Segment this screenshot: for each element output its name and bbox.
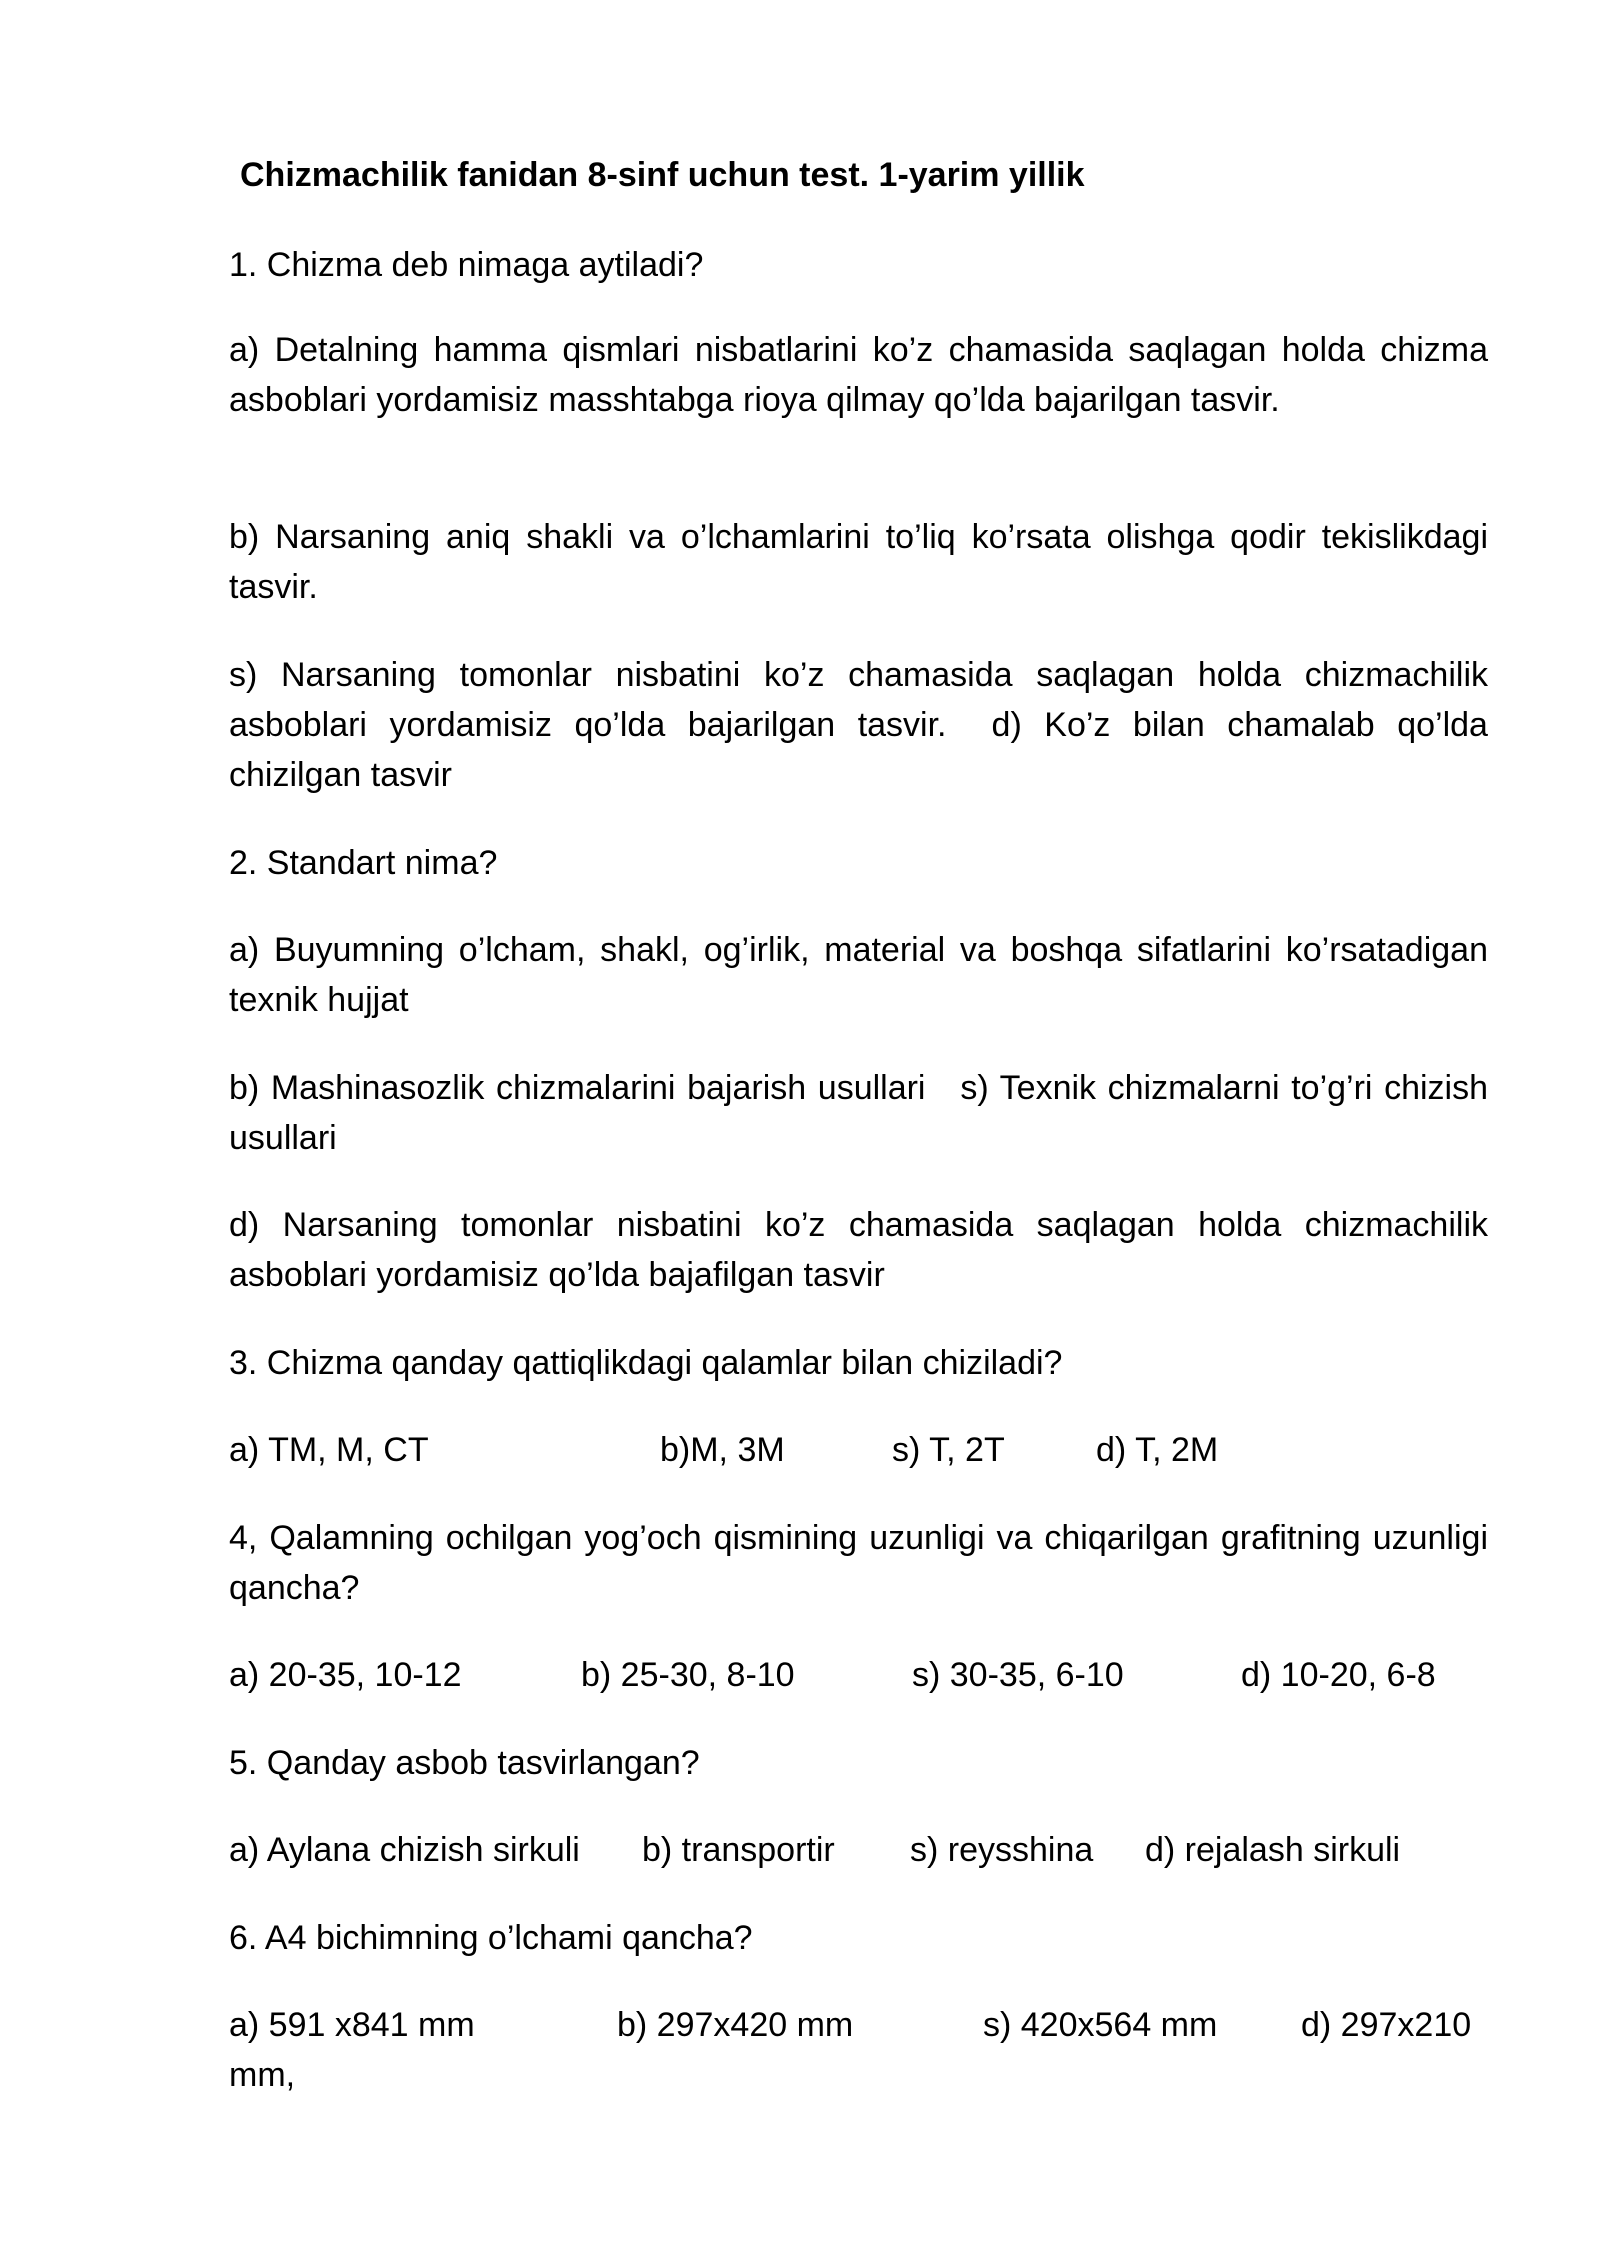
question-3-option-a: a) TM, M, CT: [229, 1431, 429, 1469]
question-4: 4, Qalamning ochilgan yog’och qismining uzunligi va chiqarilgan grafitning uzunligi qancha?: [229, 1519, 1488, 1607]
question-6-options: [229, 2000, 1488, 2094]
question-2-options-b-s: [229, 1063, 1488, 1163]
question-4-option-a: a) 20-35, 10-12: [229, 1656, 462, 1694]
question-5-option-s: s) reysshina: [910, 1831, 1094, 1869]
question-6-option-s: s) 420x564 mm: [983, 2006, 1218, 2044]
question-2: 2. Standart nima?: [229, 844, 498, 882]
question-2-option-s: s) Texnik chizmalarni to’g’ri chizish usullari: [229, 1069, 1488, 1157]
question-6-option-d-line-1: d) 297x210: [1301, 2006, 1472, 2044]
question-3-option-s: s) T, 2T: [892, 1431, 1005, 1469]
question-1-option-d: d) Ko’z bilan chamalab qo’lda chizilgan tasvir: [229, 706, 1488, 794]
question-1: 1. Chizma deb nimaga aytiladi?: [229, 246, 704, 284]
question-3-options: [229, 1425, 1488, 1475]
question-5: 5. Qanday asbob tasvirlangan?: [229, 1744, 700, 1782]
question-1-option-s: s) Narsaning tomonlar nisbatini ko’z chamasida saqlagan holda chizmachilik asboblari yordamisiz qo’lda bajarilgan tasvir.: [229, 656, 1488, 744]
question-6-option-d-line-2: mm,: [229, 2056, 296, 2094]
question-5-option-d: d) rejalash sirkuli: [1145, 1831, 1401, 1869]
question-2-option-b: b) Mashinasozlik chizmalarini bajarish usullari: [229, 1069, 926, 1107]
question-3-option-d: d) T, 2M: [1096, 1431, 1219, 1469]
question-1-option-b: b) Narsaning aniq shakli va o’lchamlarini to’liq ko’rsata olishga qodir tekislikdagi tasvir.: [229, 518, 1488, 606]
question-2-option-a: a) Buyumning o’lcham, shakl, og’irlik, material va boshqa sifatlarini ko’rsatadigan texnik hujjat: [229, 931, 1488, 1019]
document-title: Chizmachilik fanidan 8-sinf uchun test. 1-yarim yillik: [240, 156, 1085, 194]
question-6: 6. A4 bichimning o’lchami qancha?: [229, 1919, 753, 1957]
question-5-option-a: a) Aylana chizish sirkuli: [229, 1831, 580, 1869]
question-4-option-d: d) 10-20, 6-8: [1241, 1656, 1436, 1694]
question-4-option-b: b) 25-30, 8-10: [581, 1656, 795, 1694]
question-5-options: [229, 1825, 1488, 1875]
question-1-options-s-d: [229, 650, 1488, 800]
question-4-option-s: s) 30-35, 6-10: [912, 1656, 1124, 1694]
question-6-option-a: a) 591 x841 mm: [229, 2006, 475, 2044]
question-1-option-a: a) Detalning hamma qismlari nisbatlarini ko’z chamasida saqlagan holda chizma asboblari yordamisiz masshtabga rioya qilmay qo’lda bajarilgan tasvir.: [229, 331, 1488, 419]
question-3: 3. Chizma qanday qattiqlikdagi qalamlar bilan chiziladi?: [229, 1344, 1063, 1382]
question-5-option-b: b) transportir: [642, 1831, 835, 1869]
question-4-options: [229, 1650, 1488, 1700]
question-6-option-b: b) 297x420 mm: [617, 2006, 854, 2044]
question-2-option-d: d) Narsaning tomonlar nisbatini ko’z chamasida saqlagan holda chizmachilik asboblari yordamisiz qo’lda bajafilgan tasvir: [229, 1206, 1488, 1294]
question-3-option-b: b)M, 3M: [660, 1431, 785, 1469]
